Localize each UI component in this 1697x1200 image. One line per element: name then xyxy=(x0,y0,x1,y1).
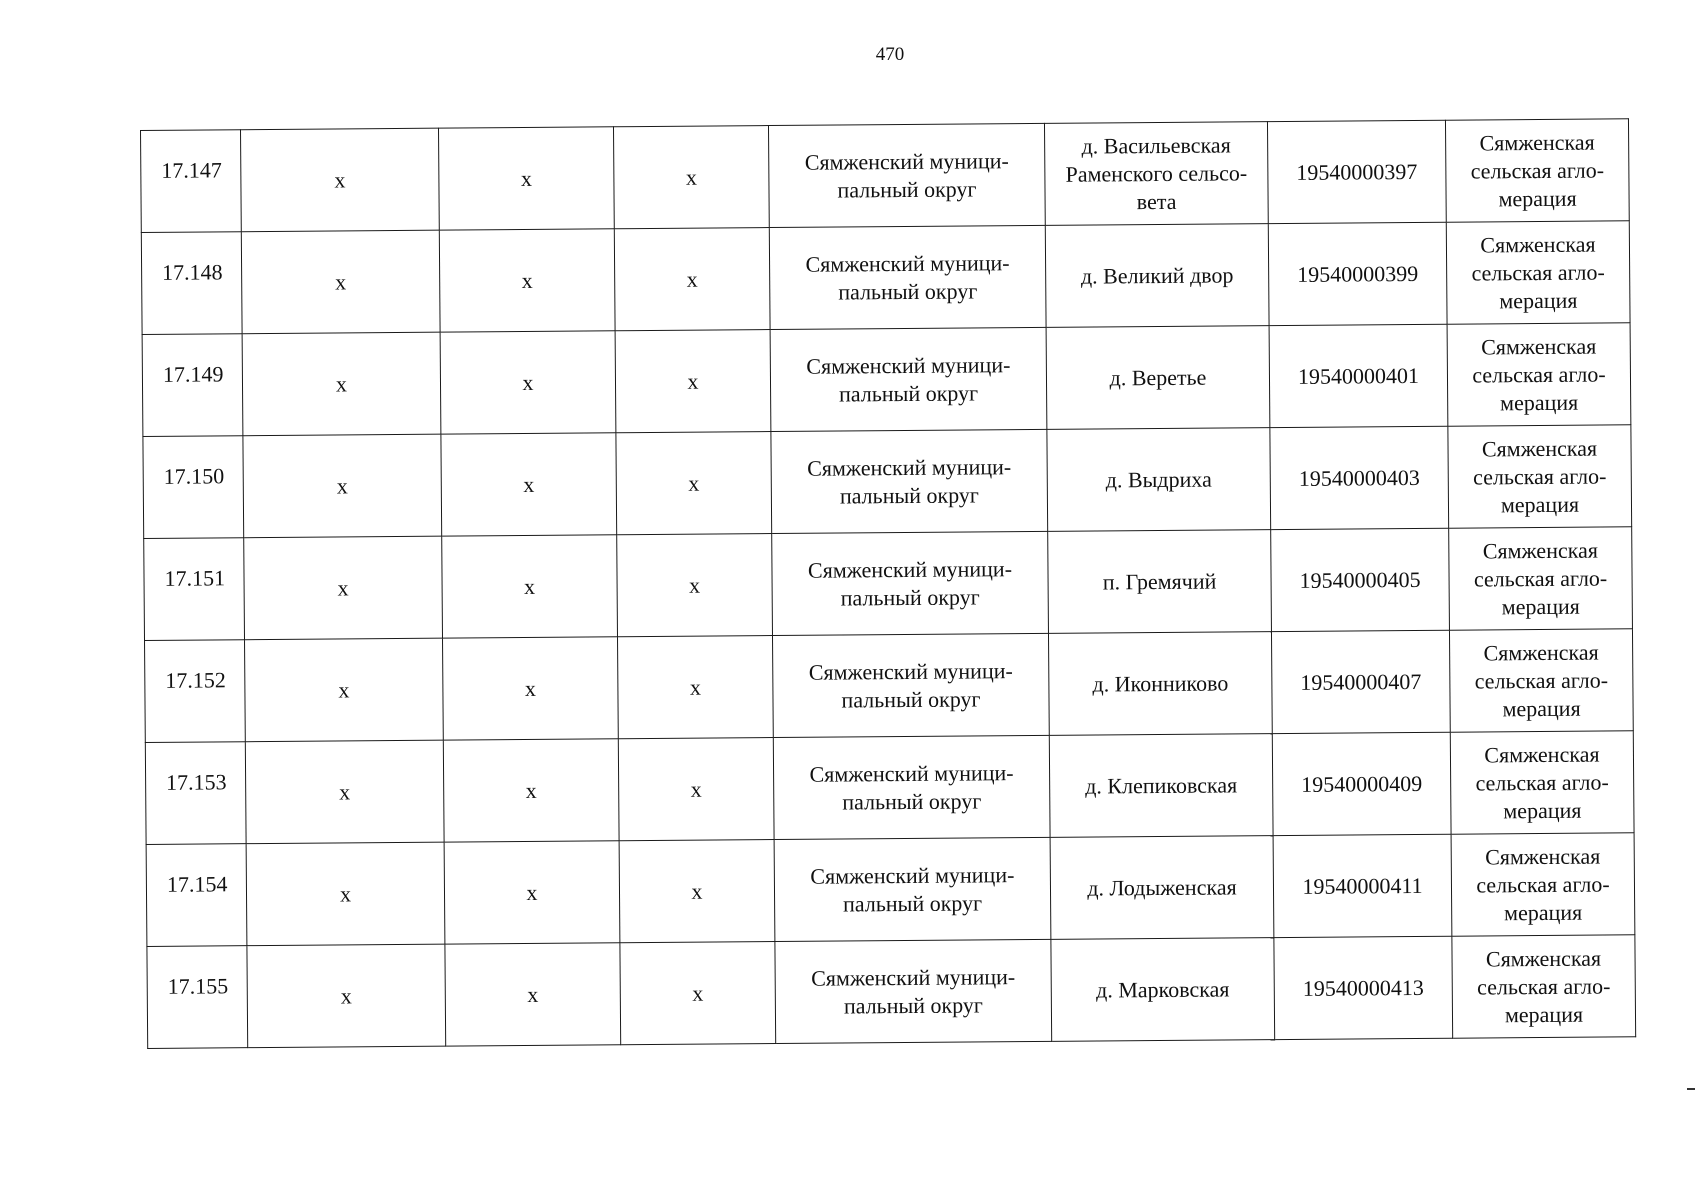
table-row xyxy=(141,221,1630,335)
x-cell: x xyxy=(242,332,441,436)
code-cell: 19540000403 xyxy=(1270,426,1449,529)
row-number-cell: 17.152 xyxy=(145,640,246,743)
agglomeration-cell: Сямженская сельская агло- мерация xyxy=(1452,935,1636,1038)
code-cell: 19540000401 xyxy=(1269,324,1448,427)
row-number-cell: 17.155 xyxy=(147,946,248,1049)
agglomeration-cell: Сямженская сельская агло- мерация xyxy=(1449,527,1633,630)
table-row xyxy=(142,323,1631,437)
page-number: 470 xyxy=(875,44,905,65)
district-cell: Сямженский муници- пальный округ xyxy=(772,531,1049,635)
settlement-cell: д. Великий двор xyxy=(1045,224,1269,328)
district-cell: Сямженский муници- пальный округ xyxy=(774,837,1051,941)
settlements-table xyxy=(140,118,1636,1049)
table-body xyxy=(141,119,1636,1049)
row-number-cell: 17.147 xyxy=(141,130,242,233)
code-cell: 19540000413 xyxy=(1274,936,1453,1039)
district-cell: Сямженский муници- пальный округ xyxy=(768,123,1045,227)
edge-mark xyxy=(1687,1088,1695,1090)
code-cell: 19540000407 xyxy=(1271,630,1450,733)
row-number-cell: 17.154 xyxy=(146,844,247,947)
x-cell: x xyxy=(241,230,440,334)
table-row xyxy=(144,527,1633,641)
agglomeration-cell: Сямженская сельская агло- мерация xyxy=(1448,425,1632,528)
x-cell: x xyxy=(444,841,620,944)
x-cell: x xyxy=(245,740,444,844)
x-cell: x xyxy=(246,842,445,946)
code-cell: 19540000409 xyxy=(1272,732,1451,835)
code-cell: 19540000399 xyxy=(1268,222,1447,325)
x-cell: x xyxy=(241,128,440,232)
district-cell: Сямженский муници- пальный округ xyxy=(770,327,1047,431)
district-cell: Сямженский муници- пальный округ xyxy=(772,633,1049,737)
row-number-cell: 17.151 xyxy=(144,538,245,641)
x-cell: x xyxy=(617,534,773,637)
settlement-cell: п. Гремячий xyxy=(1048,530,1272,634)
agglomeration-cell: Сямженская сельская агло- мерация xyxy=(1449,629,1633,732)
x-cell: x xyxy=(443,739,619,842)
row-number-cell: 17.148 xyxy=(141,232,242,335)
settlement-cell: д. Клепиковская xyxy=(1049,734,1273,838)
agglomeration-cell: Сямженская сельская агло- мерация xyxy=(1445,119,1629,222)
row-number-cell: 17.150 xyxy=(143,436,244,539)
code-cell: 19540000405 xyxy=(1271,528,1450,631)
settlement-cell: д. Васильевская Раменского сельсо- вета xyxy=(1044,122,1268,226)
district-cell: Сямженский муници- пальный округ xyxy=(775,939,1052,1043)
x-cell: x xyxy=(616,432,772,535)
district-cell: Сямженский муници- пальный округ xyxy=(773,735,1050,839)
x-cell: x xyxy=(243,434,442,538)
x-cell: x xyxy=(438,127,614,230)
x-cell: x xyxy=(442,535,618,638)
table-row xyxy=(145,629,1634,743)
x-cell: x xyxy=(245,638,444,742)
x-cell: x xyxy=(441,433,617,536)
x-cell: x xyxy=(440,331,616,434)
district-cell: Сямженский муници- пальный округ xyxy=(769,225,1046,329)
table-row xyxy=(141,119,1630,233)
code-cell: 19540000411 xyxy=(1273,834,1452,937)
district-cell: Сямженский муници- пальный округ xyxy=(771,429,1048,533)
settlement-cell: д. Иконниково xyxy=(1048,632,1272,736)
settlement-cell: д. Веретье xyxy=(1046,326,1270,430)
settlement-cell: д. Лодыженская xyxy=(1050,836,1274,940)
x-cell: x xyxy=(613,126,769,229)
table-row xyxy=(143,425,1632,539)
x-cell: x xyxy=(617,636,773,739)
table-row xyxy=(146,833,1635,947)
row-number-cell: 17.153 xyxy=(145,742,246,845)
table-row xyxy=(145,731,1634,845)
x-cell: x xyxy=(619,840,775,943)
x-cell: x xyxy=(439,229,615,332)
code-cell: 19540000397 xyxy=(1267,120,1446,223)
agglomeration-cell: Сямженская сельская агло- мерация xyxy=(1446,221,1630,324)
x-cell: x xyxy=(445,943,621,1046)
x-cell: x xyxy=(614,228,770,331)
agglomeration-cell: Сямженская сельская агло- мерация xyxy=(1451,833,1635,936)
agglomeration-cell: Сямженская сельская агло- мерация xyxy=(1450,731,1634,834)
x-cell: x xyxy=(618,738,774,841)
x-cell: x xyxy=(247,944,446,1048)
x-cell: x xyxy=(244,536,443,640)
x-cell: x xyxy=(620,942,776,1045)
x-cell: x xyxy=(615,330,771,433)
x-cell: x xyxy=(443,637,619,740)
settlement-cell: д. Выдриха xyxy=(1047,428,1271,532)
row-number-cell: 17.149 xyxy=(142,334,243,437)
settlement-cell: д. Марковская xyxy=(1051,938,1275,1042)
agglomeration-cell: Сямженская сельская агло- мерация xyxy=(1447,323,1631,426)
table-row xyxy=(147,935,1636,1049)
